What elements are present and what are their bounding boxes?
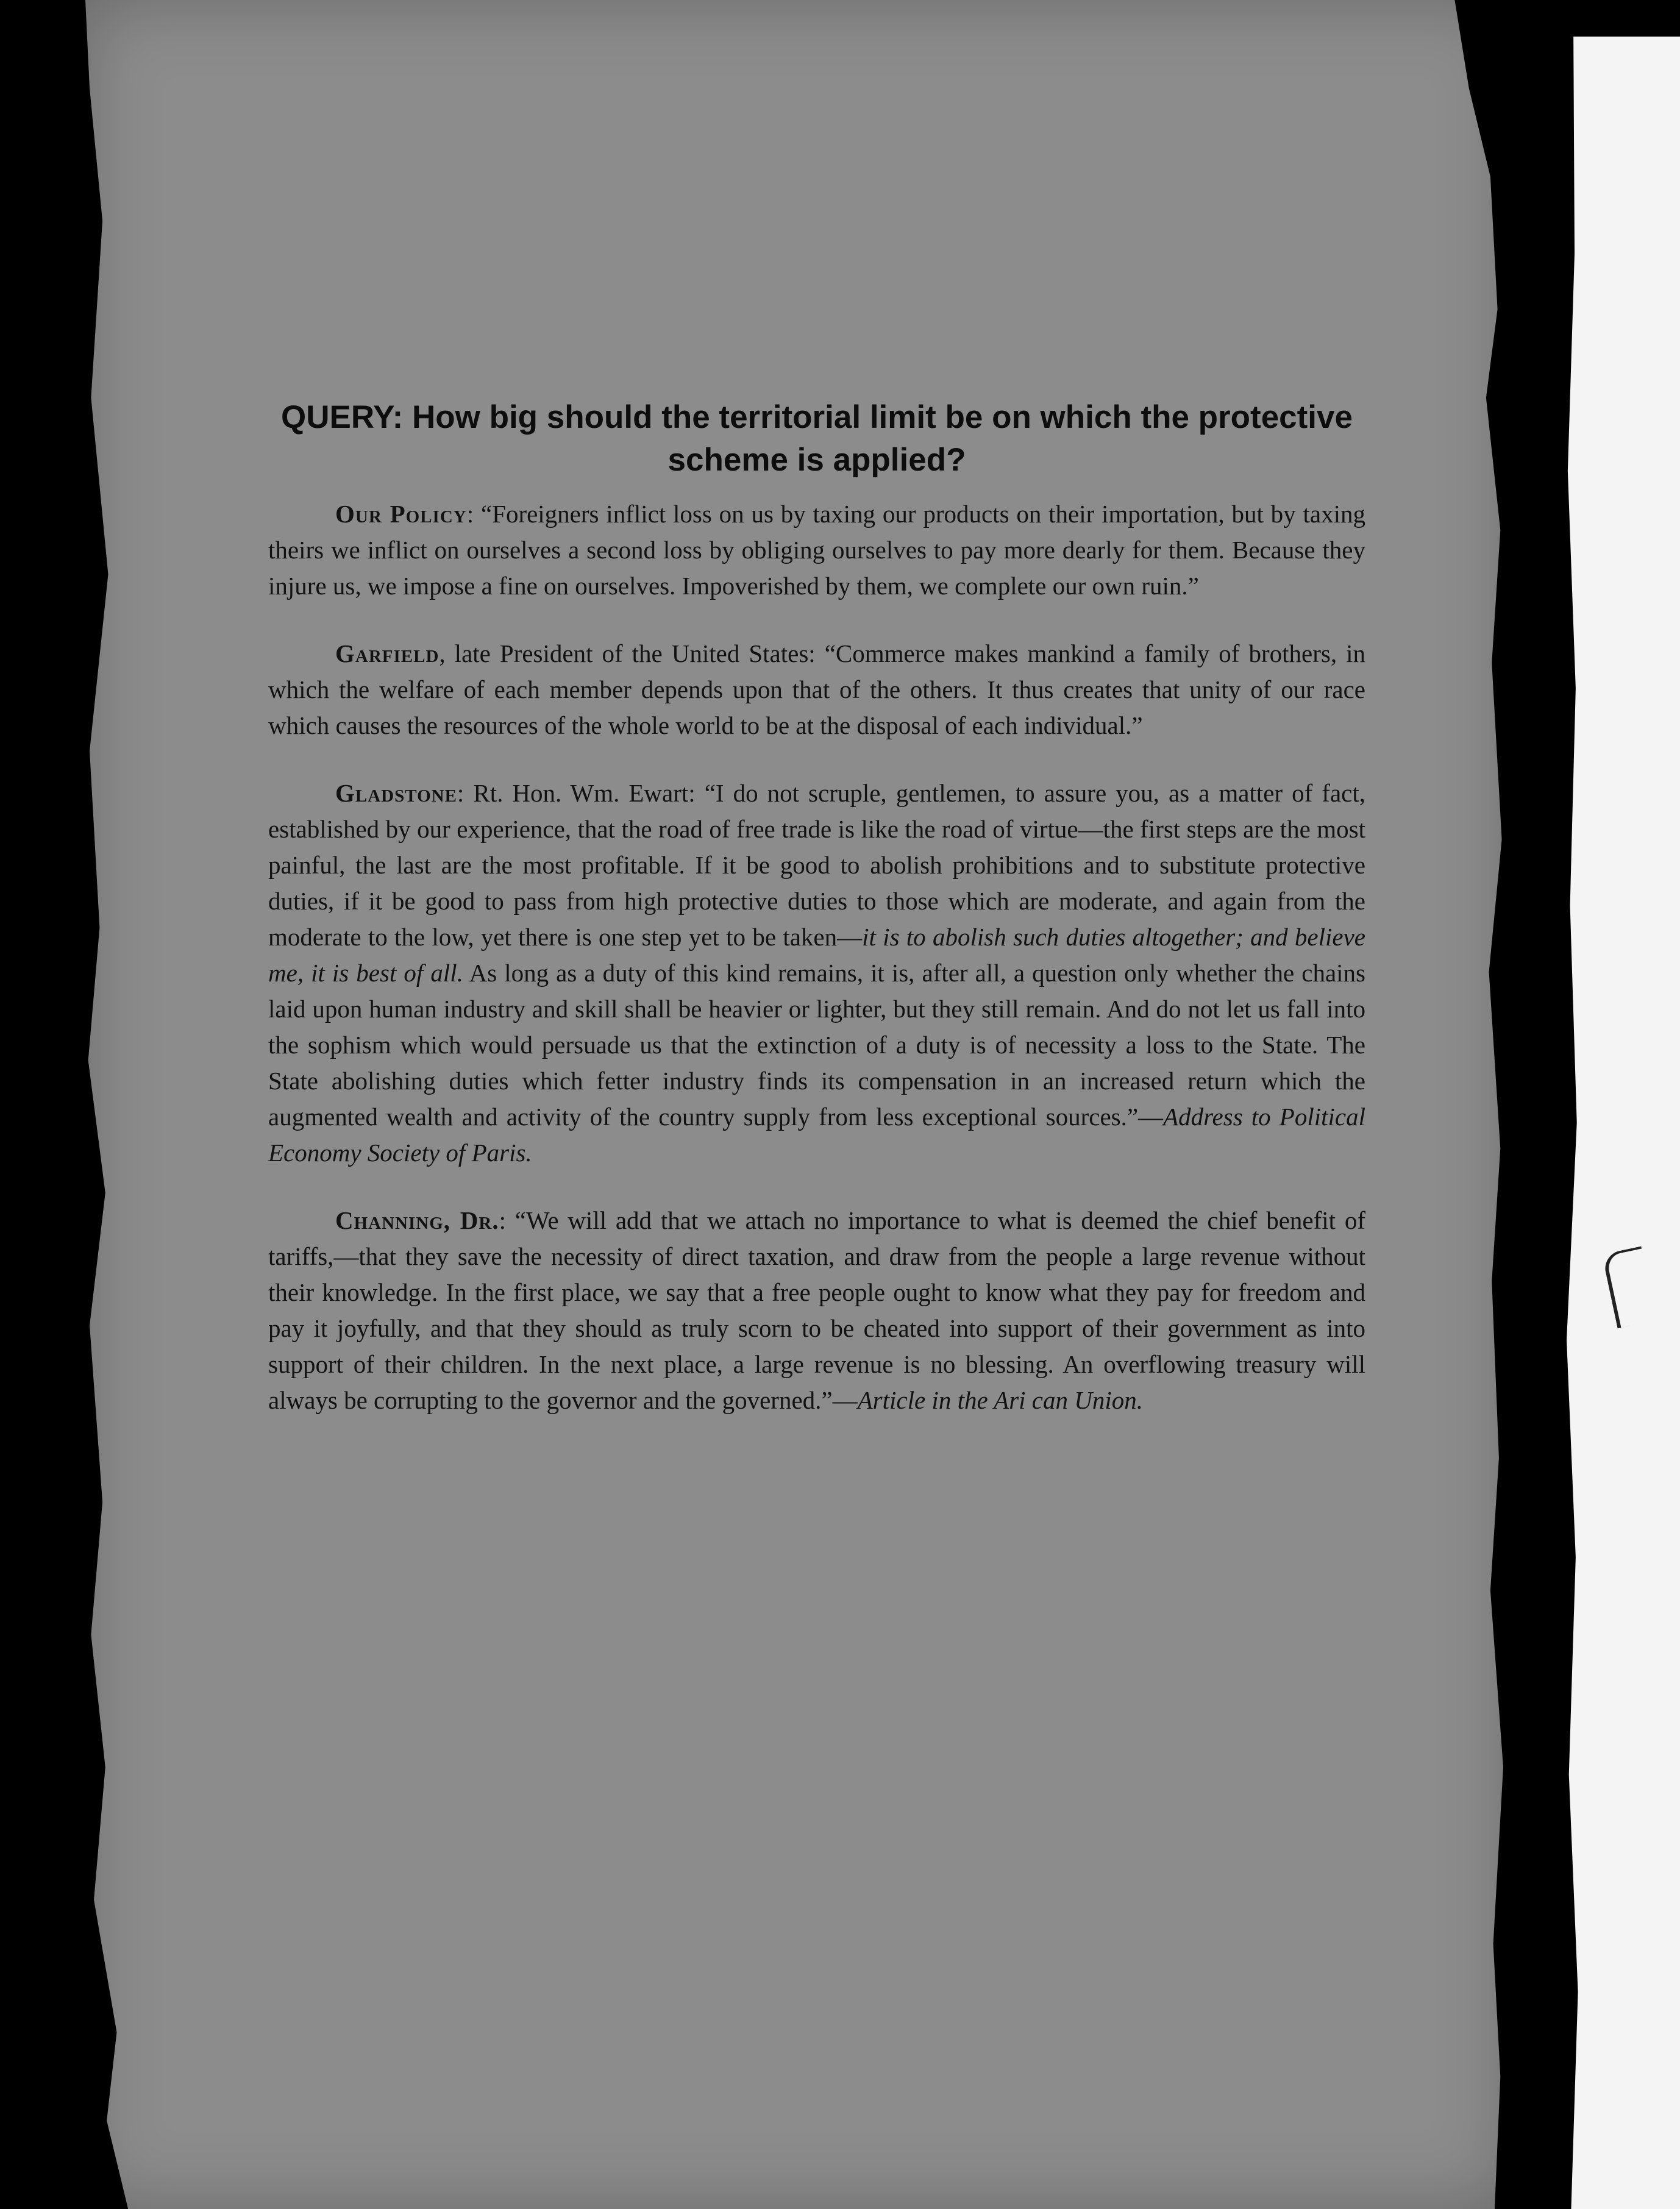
quote-text: “I do not scruple, gentlemen, to assure you, as a matter of fact, established by our experience, that the road of free trade is like the road of virtue—the first steps are the most painful, the last are the most profitable. If it be good to abolish prohibitions and to substitute protective duties, if it be good to pass from high protective duties to those which are moderate, and again from the moderate to the low, yet there is one step yet to be taken— [268, 779, 1365, 951]
speaker-lead: : [466, 500, 481, 528]
quote-italic: it is to abolish such duties altogether; and believe me, it is best of all. [268, 923, 1365, 987]
quote-text: “Foreigners inflict loss on us by taxing our products on their importation, but by taxing theirs we inflict on ourselves a second loss by obliging ourselves to pay more dearly for them. Because they injure us, we impose a fine on ourselves. Impoverished by them, we complete our own ruin.” [268, 500, 1365, 600]
ink-mark [1602, 1246, 1657, 1328]
adjacent-page-edge [1567, 37, 1680, 2209]
speaker-lead: : [499, 1206, 515, 1234]
quote-text: “Commerce makes mankind a family of brothers, in which the welfare of each member depends upon that of the others. It thus creates that unity of our race which causes the resources of the whole world to be at the disposal of each individual.” [268, 639, 1365, 739]
quote-source: Address to Political Economy Society of Paris. [268, 1103, 1365, 1167]
speaker-name: Garfield [335, 639, 440, 667]
quote-source: Article in the Ari can Union. [857, 1386, 1144, 1414]
quote-garfield [268, 636, 1365, 744]
speaker-lead: , late President of the United States: [439, 639, 825, 667]
speaker-name: Channing, Dr. [335, 1206, 499, 1234]
quote-gladstone [268, 775, 1365, 1171]
speaker-name: Gladstone [335, 779, 457, 807]
speaker-lead: : Rt. Hon. Wm. Ewart: [457, 779, 705, 807]
speaker-name: Our Policy [335, 500, 467, 528]
quote-text: “We will add that we attach no importance to what is deemed the chief benefit of tariffs,—that they save the necessity of direct taxation, and draw from the people a large revenue without their knowledge. In the first place, we say that a free people ought to know what they pay for freedom and pay it joyfully, and that they should as truly scorn to be cheated into support of their government as into support of their children. In the next place, a large revenue is no blessing. An overflowing treasury will always be corrupting to the governor and the governed.”— [268, 1206, 1365, 1414]
query-heading: QUERY: How big should the territorial limit be on which the protective scheme is applied? [281, 399, 1353, 478]
quote-channing [268, 1203, 1365, 1418]
quote-text-continued: As long as a duty of this kind remains, it is, after all, a question only whether the chains laid upon human industry and skill shall be heavier or lighter, but they still remain. And do not let us fall into the sophism which would persuade us that the extinction of a duty is of necessity a loss to the State. The State abolishing duties which fetter industry finds its compensation in an increased return which the augmented wealth and activity of the country supply from less exceptional sources.”— [268, 959, 1365, 1131]
document-body [268, 396, 1365, 1450]
quote-our-policy [268, 496, 1365, 604]
